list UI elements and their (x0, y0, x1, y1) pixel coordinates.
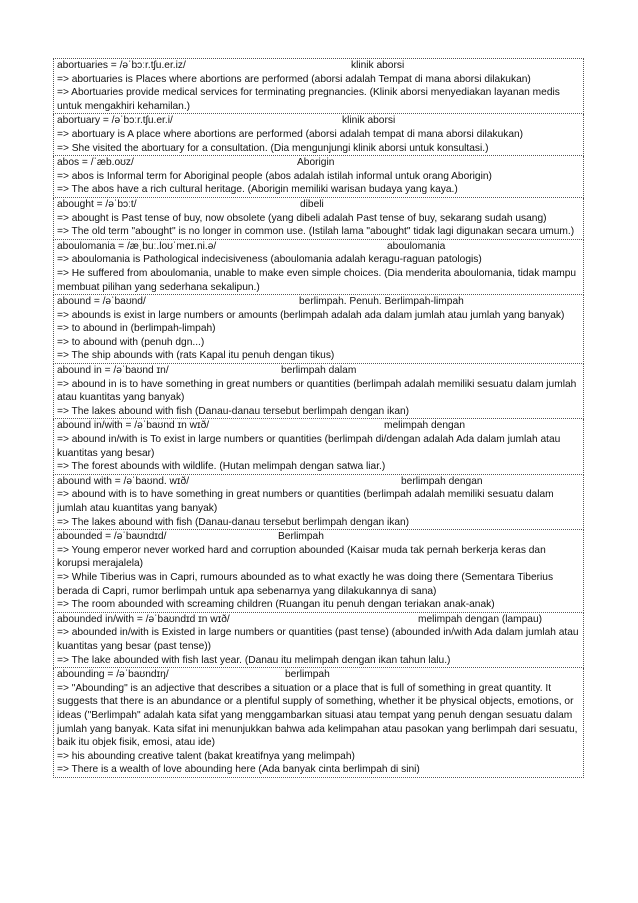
example-line: => The forest abounds with wildlife. (Hutan melimpah dengan satwa liar.) (57, 461, 386, 473)
entry-header (57, 530, 581, 544)
entry-aboulomania (53, 240, 584, 295)
entry-term: abound with = /əˈbaʊnd. wɪð/ (57, 475, 190, 487)
entry-header (57, 668, 581, 682)
entry-abortuary (53, 114, 584, 156)
entry-term: aboulomania = /æˌbuː.loʊˈmeɪ.ni.ə/ (57, 240, 217, 252)
entry-term: abortuary = /əˈbɔːr.tʃu.er.i/ (57, 115, 173, 127)
example-line: => The room abounded with screaming children (Ruangan itu penuh dengan teriakan anak-anak) (57, 599, 495, 611)
definition-line: => abound with is to have something in great numbers or quantities (berlimpah adalah memiliki sesuatu dalam jumlah atau kuantitas yang banyak) (57, 489, 554, 514)
entry-abortuaries (53, 58, 584, 114)
definition-line: => abortuaries is Places where abortions are performed (aborsi adalah Tempat di mana aborsi dilakukan) (57, 73, 531, 85)
entry-abounded (53, 530, 584, 613)
entry-term: abounded in/with = /əˈbaʊndɪd ɪn wɪð/ (57, 613, 230, 625)
definition-line: => "Abounding" is an adjective that describes a situation or a place that is full of something in great quantity. It suggests that there is an abundance or a plentiful supply of something, whether it be physical objects, emotions, or ideas ("Berlimpah" adalah kata sifat yang menggambarkan situasi atau tempat yang penuh dengan sesuatu dalam jumlah yang banyak. Kata sifat ini menunjukkan bahwa ada kelimpahan atau pasokan yang berlimpah dari sesuatu, baik itu objek fisik, emosi, atau ide) (57, 682, 578, 749)
example-line: => The old term "abought" is no longer in common use. (Istilah lama "abought" tidak lagi digunakan secara umum.) (57, 226, 575, 238)
example-line: => She visited the abortuary for a consultation. (Dia mengunjungi klinik aborsi untuk konsultasi.) (57, 142, 489, 154)
example-line: => The abos have a rich cultural heritage. (Aborigin memiliki warisan budaya yang kaya.) (57, 184, 458, 196)
entry-term: abound in = /əˈbaʊnd ɪn/ (57, 365, 169, 377)
entry-abought (53, 198, 584, 240)
entry-abound-with (53, 475, 584, 530)
definition-line: => abortuary is A place where abortions are performed (aborsi adalah tempat di mana aborsi dilakukan) (57, 128, 524, 140)
definition-line: => abound in/with is To exist in large numbers or quantities (berlimpah di/dengan adalah Ada dalam jumlah atau kuantitas yang besar) (57, 434, 561, 459)
entry-abos (53, 156, 584, 198)
phrase-line: => to abound in (berlimpah-limpah) (57, 323, 216, 335)
entry-translation: Aborigin (297, 157, 335, 169)
entry-translation: dibeli (300, 198, 324, 210)
entry-abound (53, 295, 584, 364)
example-line: => Abortuaries provide medical services for terminating pregnancies. (Klinik aborsi menyediakan layanan medis untuk mengakhiri kehamilan.) (57, 87, 560, 112)
entry-translation: berlimpah (285, 669, 330, 681)
example-line: => The ship abounds with (rats Kapal itu penuh dengan tikus) (57, 350, 335, 362)
entry-header (57, 114, 581, 128)
example-line: => his abounding creative talent (bakat kreatifnya yang melimpah) (57, 750, 355, 762)
entry-header (57, 364, 581, 378)
definition-line: => abounds is exist in large numbers or amounts (berlimpah adalah ada dalam jumlah atau jumlah yang banyak) (57, 309, 565, 321)
phrase-line: => to abound with (penuh dgn...) (57, 336, 205, 348)
entry-header (57, 419, 581, 433)
entry-translation: klinik aborsi (351, 60, 405, 71)
entry-term: abounded = /əˈbaʊndɪd/ (57, 531, 167, 543)
example-line: => He suffered from aboulomania, unable to make even simple choices. (Dia menderita aboulomania, tidak mampu membuat pilihan yang sederhana sekalipun.) (57, 267, 577, 293)
entry-term: abound in/with = /əˈbaʊnd ɪn wɪð/ (57, 420, 210, 432)
entry-abound-in-with (53, 419, 584, 474)
example-line: => There is a wealth of love abounding here (Ada banyak cinta berlimpah di sini) (57, 764, 420, 776)
entry-translation: klinik aborsi (342, 115, 396, 127)
entry-header (57, 475, 581, 489)
entry-abounded-in-with (53, 613, 584, 668)
dictionary-page (53, 58, 584, 778)
definition-line: => aboulomania is Pathological indecisiveness (aboulomania adalah keragu-raguan patologis) (57, 254, 482, 266)
entry-header (57, 240, 581, 254)
entry-header (57, 198, 581, 212)
entry-translation: aboulomania (387, 240, 446, 252)
entry-header (57, 156, 581, 170)
entry-translation: berlimpah dalam (281, 365, 357, 377)
entry-term: abought = /əˈbɔːt/ (57, 198, 137, 210)
entry-term: abounding = /əˈbaʊndɪŋ/ (57, 669, 169, 681)
example-line: => The lakes abound with fish (Danau-danau tersebut berlimpah dengan ikan) (57, 405, 410, 417)
entry-header (57, 59, 581, 73)
entry-translation: melimpah dengan (384, 420, 465, 432)
definition-line: => abos is Informal term for Aboriginal people (abos adalah istilah informal untuk orang Aborigin) (57, 170, 492, 182)
definition-line: => abought is Past tense of buy, now obsolete (yang dibeli adalah Past tense of buy, sekarang sudah usang) (57, 212, 547, 224)
entry-translation: melimpah dengan (lampau) (418, 613, 543, 625)
entry-abounding (53, 668, 584, 778)
definition-line: => abounded in/with is Existed in large numbers or quantities (past tense) (abounded in/with Ada dalam jumlah atau kuantitas yang besar (past tense)) (57, 627, 579, 652)
entry-term: abos = /ˈæb.oʊz/ (57, 157, 134, 169)
entry-translation: berlimpah. Penuh. Berlimpah-limpah (299, 296, 464, 308)
entry-translation: Berlimpah (278, 531, 324, 543)
definition-line: => abound in is to have something in great numbers or quantities (berlimpah adalah memiliki sesuatu dalam jumlah atau kuantitas yang banyak) (57, 378, 577, 404)
entry-translation: berlimpah dengan (401, 475, 483, 487)
example-line: => Young emperor never worked hard and corruption abounded (Kaisar muda tak pernah berkerja keras dan korupsi merajalela) (57, 544, 546, 570)
example-line: => The lake abounded with fish last year. (Danau itu melimpah dengan ikan tahun lalu.) (57, 654, 451, 666)
entry-term: abortuaries = /əˈbɔːr.tʃu.er.iz/ (57, 60, 186, 71)
example-line: => While Tiberius was in Capri, rumours abounded as to what exactly he was doing there (Sementara Tiberius berada di Capri, rumor berlimpah untuk apa sebenarnya yang dilakukannya di sana) (57, 571, 554, 597)
entry-term: abound = /əˈbaʊnd/ (57, 296, 146, 308)
entry-abound-in (53, 364, 584, 419)
entry-header (57, 295, 581, 309)
entry-header (57, 613, 581, 627)
example-line: => The lakes abound with fish (Danau-danau tersebut berlimpah dengan ikan) (57, 516, 410, 528)
